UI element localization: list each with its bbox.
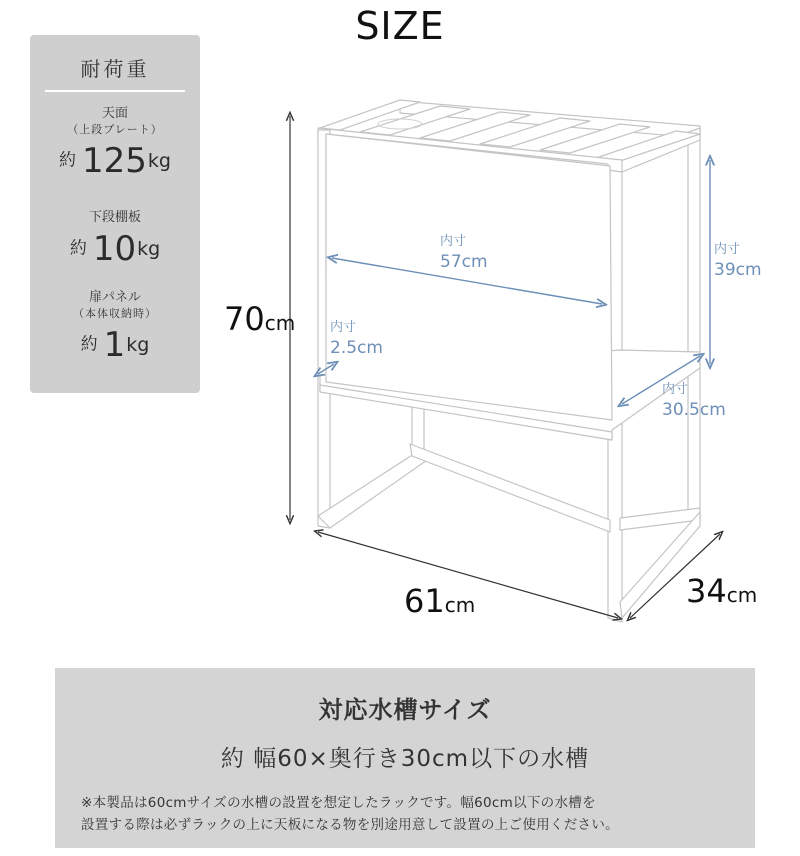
height-dimension-label: 70cm (224, 300, 296, 338)
depth-dimension-label: 34cm (686, 572, 758, 610)
load-item-label: 扉パネル (88, 290, 141, 305)
tank-size-panel (55, 668, 755, 848)
note-line: ※本製品は60cmサイズの水槽の設置を想定したラックです。幅60cm以下の水槽を (81, 795, 596, 811)
tank-size-spec: 約 幅60×奥行き30cm以下の水槽 (220, 746, 590, 772)
load-item-sublabel: （上段プレート） (67, 123, 163, 136)
inner-gap-label: 内寸 2.5cm (330, 320, 383, 358)
load-capacity-heading: 耐荷重 (80, 57, 150, 81)
load-item-label: 天面 (101, 106, 128, 121)
note-line: 設置する際は必ずラックの上に天板になる物を別途用意して設置の上ご使用ください。 (81, 817, 619, 833)
inner-height-label: 内寸 39cm (714, 242, 762, 280)
page-title: SIZE (355, 4, 445, 48)
width-dimension-label: 61cm (404, 582, 476, 620)
load-item-label: 下段棚板 (88, 210, 141, 225)
tank-size-heading: 対応水槽サイズ (318, 696, 492, 724)
load-item-value: 約 10kg (69, 228, 161, 269)
load-item-value: 約 1kg (80, 324, 150, 365)
tank-size-note (81, 792, 741, 836)
load-item-sublabel: （本体収納時） (73, 307, 157, 320)
inner-width-label: 内寸 57cm (440, 234, 488, 272)
load-item-value: 約 125kg (59, 140, 171, 181)
inner-depth-label: 内寸 30.5cm (662, 382, 726, 420)
